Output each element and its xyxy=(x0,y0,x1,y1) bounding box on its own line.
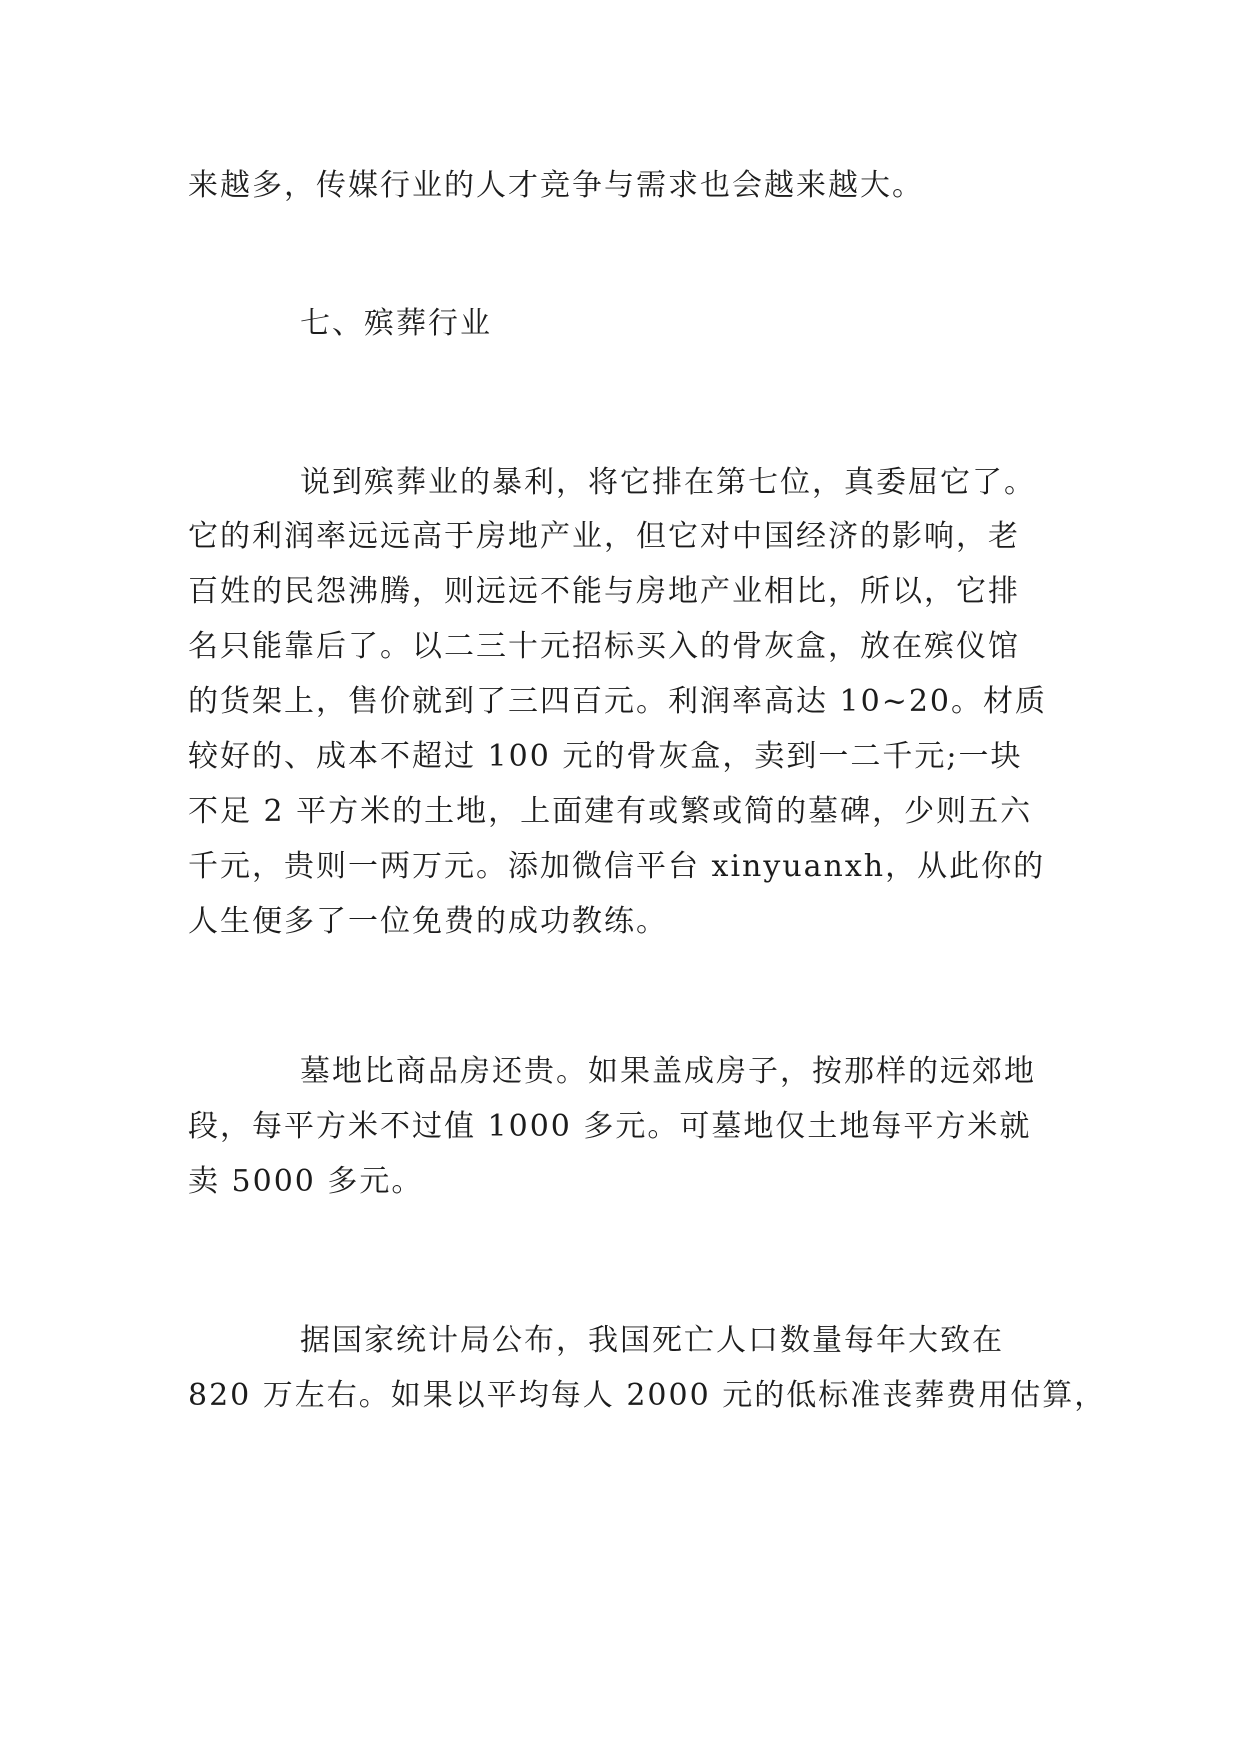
paragraph-1-line-6: 较好的、成本不超过 100 元的骨灰盒，卖到一二千元;一块 xyxy=(188,739,1023,774)
paragraph-2-line-3: 卖 5000 多元。 xyxy=(188,1164,424,1199)
paragraph-3-line-1: 据国家统计局公布，我国死亡人口数量每年大致在 xyxy=(300,1323,1004,1358)
paragraph-1-line-3: 百姓的民怨沸腾，则远远不能与房地产业相比，所以，它排 xyxy=(188,574,1020,609)
paragraph-2-line-2: 段，每平方米不过值 1000 多元。可墓地仅土地每平方米就 xyxy=(188,1109,1032,1144)
paragraph-1-line-5: 的货架上，售价就到了三四百元。利润率高达 10~20。材质 xyxy=(188,684,1048,719)
paragraph-1-line-7: 不足 2 平方米的土地，上面建有或繁或简的墓碑，少则五六 xyxy=(188,794,1033,829)
paragraph-continuation-line: 来越多，传媒行业的人才竞争与需求也会越来越大。 xyxy=(188,168,924,203)
paragraph-2-line-1: 墓地比商品房还贵。如果盖成房子，按那样的远郊地 xyxy=(300,1054,1036,1089)
paragraph-1-line-1: 说到殡葬业的暴利，将它排在第七位，真委屈它了。 xyxy=(300,465,1036,500)
paragraph-1-line-2: 它的利润率远远高于房地产业，但它对中国经济的影响，老 xyxy=(188,519,1020,554)
paragraph-3-line-2: 820 万左右。如果以平均每人 2000 元的低标准丧葬费用估算， xyxy=(188,1378,1107,1413)
paragraph-1-line-8: 千元，贵则一两万元。添加微信平台 xinyuanxh，从此你的 xyxy=(188,849,1046,884)
paragraph-1-line-4: 名只能靠后了。以二三十元招标买入的骨灰盒，放在殡仪馆 xyxy=(188,629,1020,664)
section-heading: 七、殡葬行业 xyxy=(300,306,492,341)
paragraph-1-line-9: 人生便多了一位免费的成功教练。 xyxy=(188,904,668,939)
